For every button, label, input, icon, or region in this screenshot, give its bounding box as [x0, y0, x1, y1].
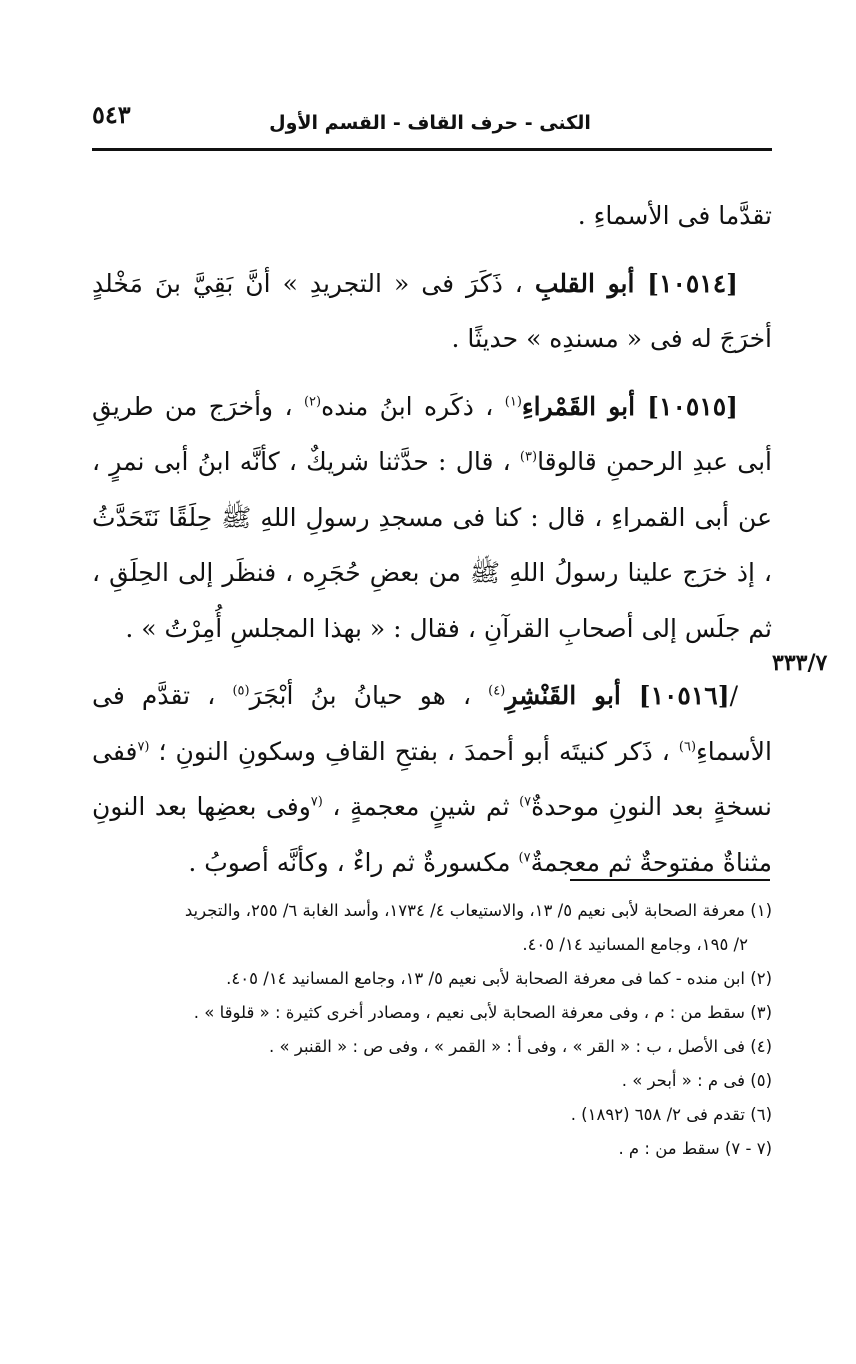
- footnote-4: (٤) فى الأصل ، ب : « القر » ، وفى أ : « القمر » ، وفى ص : « القنبر » .: [269, 1037, 772, 1056]
- margin-reference: ٣٣٣/٧: [772, 650, 828, 676]
- footnote-marker: (٤): [488, 683, 506, 699]
- footnote-marker: (١): [504, 394, 522, 410]
- footnote-marker: ٧): [518, 850, 531, 866]
- entry-text: ، تقدَّم فى الأسماءِ: [92, 681, 772, 766]
- header-rule: [92, 148, 772, 151]
- entry-text: ، قال : حدَّثنا شريكٌ ، كأنَّه ابنُ أبى نمرٍ ، عن أبى القمراءِ ، قال : كنا فى مسجدِ رسولِ اللهِ ﷺ حِلَقًا نَتَحَدَّثُ ، إذ خرَج علينا رسولُ اللهِ ﷺ من بعضِ حُجَرِه ، فنظَر إلى الحِلَقِ ، ثم جلَس إلى أصحابِ القرآنِ ، فقال : « بهذا المجلسِ أُمِرْتُ » .: [92, 447, 772, 643]
- entry-text: ، ذكَره ابنُ منده: [321, 391, 505, 421]
- entry-10516: [92, 668, 772, 890]
- footnote-marker: (٦): [678, 739, 697, 755]
- footnote-marker: ٧): [519, 794, 532, 810]
- footnote-rule: [570, 879, 770, 881]
- main-text: [92, 188, 772, 890]
- entry-heading: [١٠٥١٦] أبو القَنْشِرِ: [505, 681, 730, 710]
- footnote-marker: (٧: [310, 794, 323, 810]
- entry-text: وفى بعضِها بعد النونِ مثناةٌ مفتوحةٌ ثم معجمةٌ: [92, 792, 772, 877]
- entry-text: ، هو حيانُ بنُ أبْجَرَ: [249, 681, 489, 710]
- entry-text: ، وأخرَج من طريقِ أبى عبدِ الرحمنِ قالوقا: [92, 391, 772, 476]
- footnote-marker: (٢): [303, 394, 322, 410]
- footnote-5: (٥) فى م : « أبحر » .: [621, 1071, 772, 1090]
- running-header-title: الكنى - حرف القاف - القسم الأول: [269, 112, 591, 134]
- footnote-1-continuation: ٢/ ١٩٥، وجامع المسانيد ١٤/ ٤٠٥.: [522, 935, 748, 954]
- footnote-marker: (٣): [519, 449, 538, 465]
- entry-10515: [92, 379, 772, 657]
- footnote-2: (٢) ابن منده - كما فى معرفة الصحابة لأبى نعيم ٥/ ١٣، وجامع المسانيد ١٤/ ٤٠٥.: [226, 969, 772, 988]
- footnote-1: (١) معرفة الصحابة لأبى نعيم ٥/ ١٣، والاستيعاب ٤/ ١٧٣٤، وأسد الغابة ٦/ ٢٥٥، والتجريد: [184, 901, 772, 920]
- page-break-marker: /: [729, 681, 738, 710]
- entry-heading: [١٠٥١٥] أبو القَمْراءِ: [521, 391, 738, 421]
- entry-text: ثم شينٍ معجمةٍ ،: [322, 792, 520, 821]
- footnote-6: (٦) تقدم فى ٢/ ٦٥٨ (١٨٩٢) .: [570, 1105, 772, 1124]
- page-number: ٥٤٣: [92, 100, 131, 129]
- footnote-marker: (٥): [232, 683, 250, 699]
- entry-10514: [92, 256, 772, 367]
- footnote-3: (٣) سقط من : م ، وفى معرفة الصحابة لأبى نعيم ، ومصادر أخرى كثيرة : « قلوقا » .: [193, 1003, 772, 1022]
- entry-text: ففى نسخةٍ بعد النونِ موحدةٌ: [92, 736, 772, 821]
- entry-heading: [١٠٥١٤] أبو القلبِ: [534, 268, 738, 298]
- footnotes: [92, 894, 772, 1166]
- footnote-marker: (٧: [137, 739, 150, 755]
- entry-text: ، ذَكر كنيتَه أبو أحمدَ ، بفتحِ القافِ وسكونِ النونِ ؛: [149, 736, 679, 766]
- entry-text: مكسورةٌ ثم راءٌ ، وكأنَّه أصوبُ .: [188, 847, 519, 877]
- paragraph-continuation: تقدَّما فى الأسماءِ .: [577, 201, 772, 230]
- footnote-7: (٧ - ٧) سقط من : م .: [618, 1139, 772, 1158]
- entry-text: ، ذَكَرَ فى « التجريدِ » أنَّ بَقِيَّ بنَ مَخْلدٍ أخرَجَ له فى « مسندِه » حديثًا .: [92, 268, 772, 353]
